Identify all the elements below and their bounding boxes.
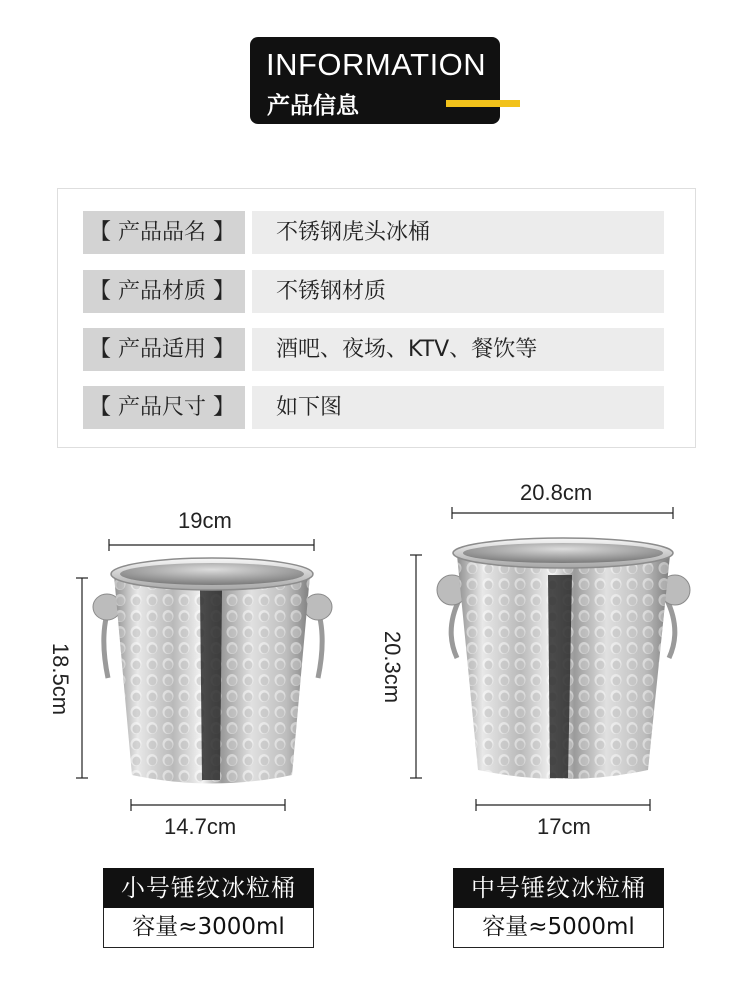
medium-top-width-label: 20.8cm — [520, 480, 593, 505]
info-value: 如下图 — [252, 386, 664, 429]
small-product-name: 小号锤纹冰粒桶 — [103, 868, 314, 908]
info-value: 不锈钢虎头冰桶 — [252, 211, 664, 254]
info-label: 【 产品适用 】 — [83, 328, 245, 371]
info-value: 酒吧、夜场、KTV、餐饮等 — [252, 328, 664, 371]
small-product-capacity: 容量≈3000ml — [103, 908, 314, 948]
info-label: 【 产品材质 】 — [83, 270, 245, 313]
small-height-label: 18.5cm — [48, 642, 73, 716]
info-value: 不锈钢材质 — [252, 270, 664, 313]
medium-product-name: 中号锤纹冰粒桶 — [453, 868, 664, 908]
info-label: 【 产品尺寸 】 — [83, 386, 245, 429]
medium-product-capacity: 容量≈5000ml — [453, 908, 664, 948]
medium-bucket-image — [437, 538, 690, 779]
medium-bottom-width-label: 17cm — [537, 814, 591, 839]
small-bottom-width-label: 14.7cm — [164, 814, 237, 839]
small-top-width-label: 19cm — [178, 508, 232, 533]
small-bucket-image — [93, 558, 332, 784]
header-title-en: INFORMATION — [266, 47, 487, 82]
medium-height-label: 20.3cm — [380, 630, 405, 704]
header-title-cn: 产品信息 — [267, 93, 359, 119]
info-label: 【 产品品名 】 — [83, 211, 245, 254]
